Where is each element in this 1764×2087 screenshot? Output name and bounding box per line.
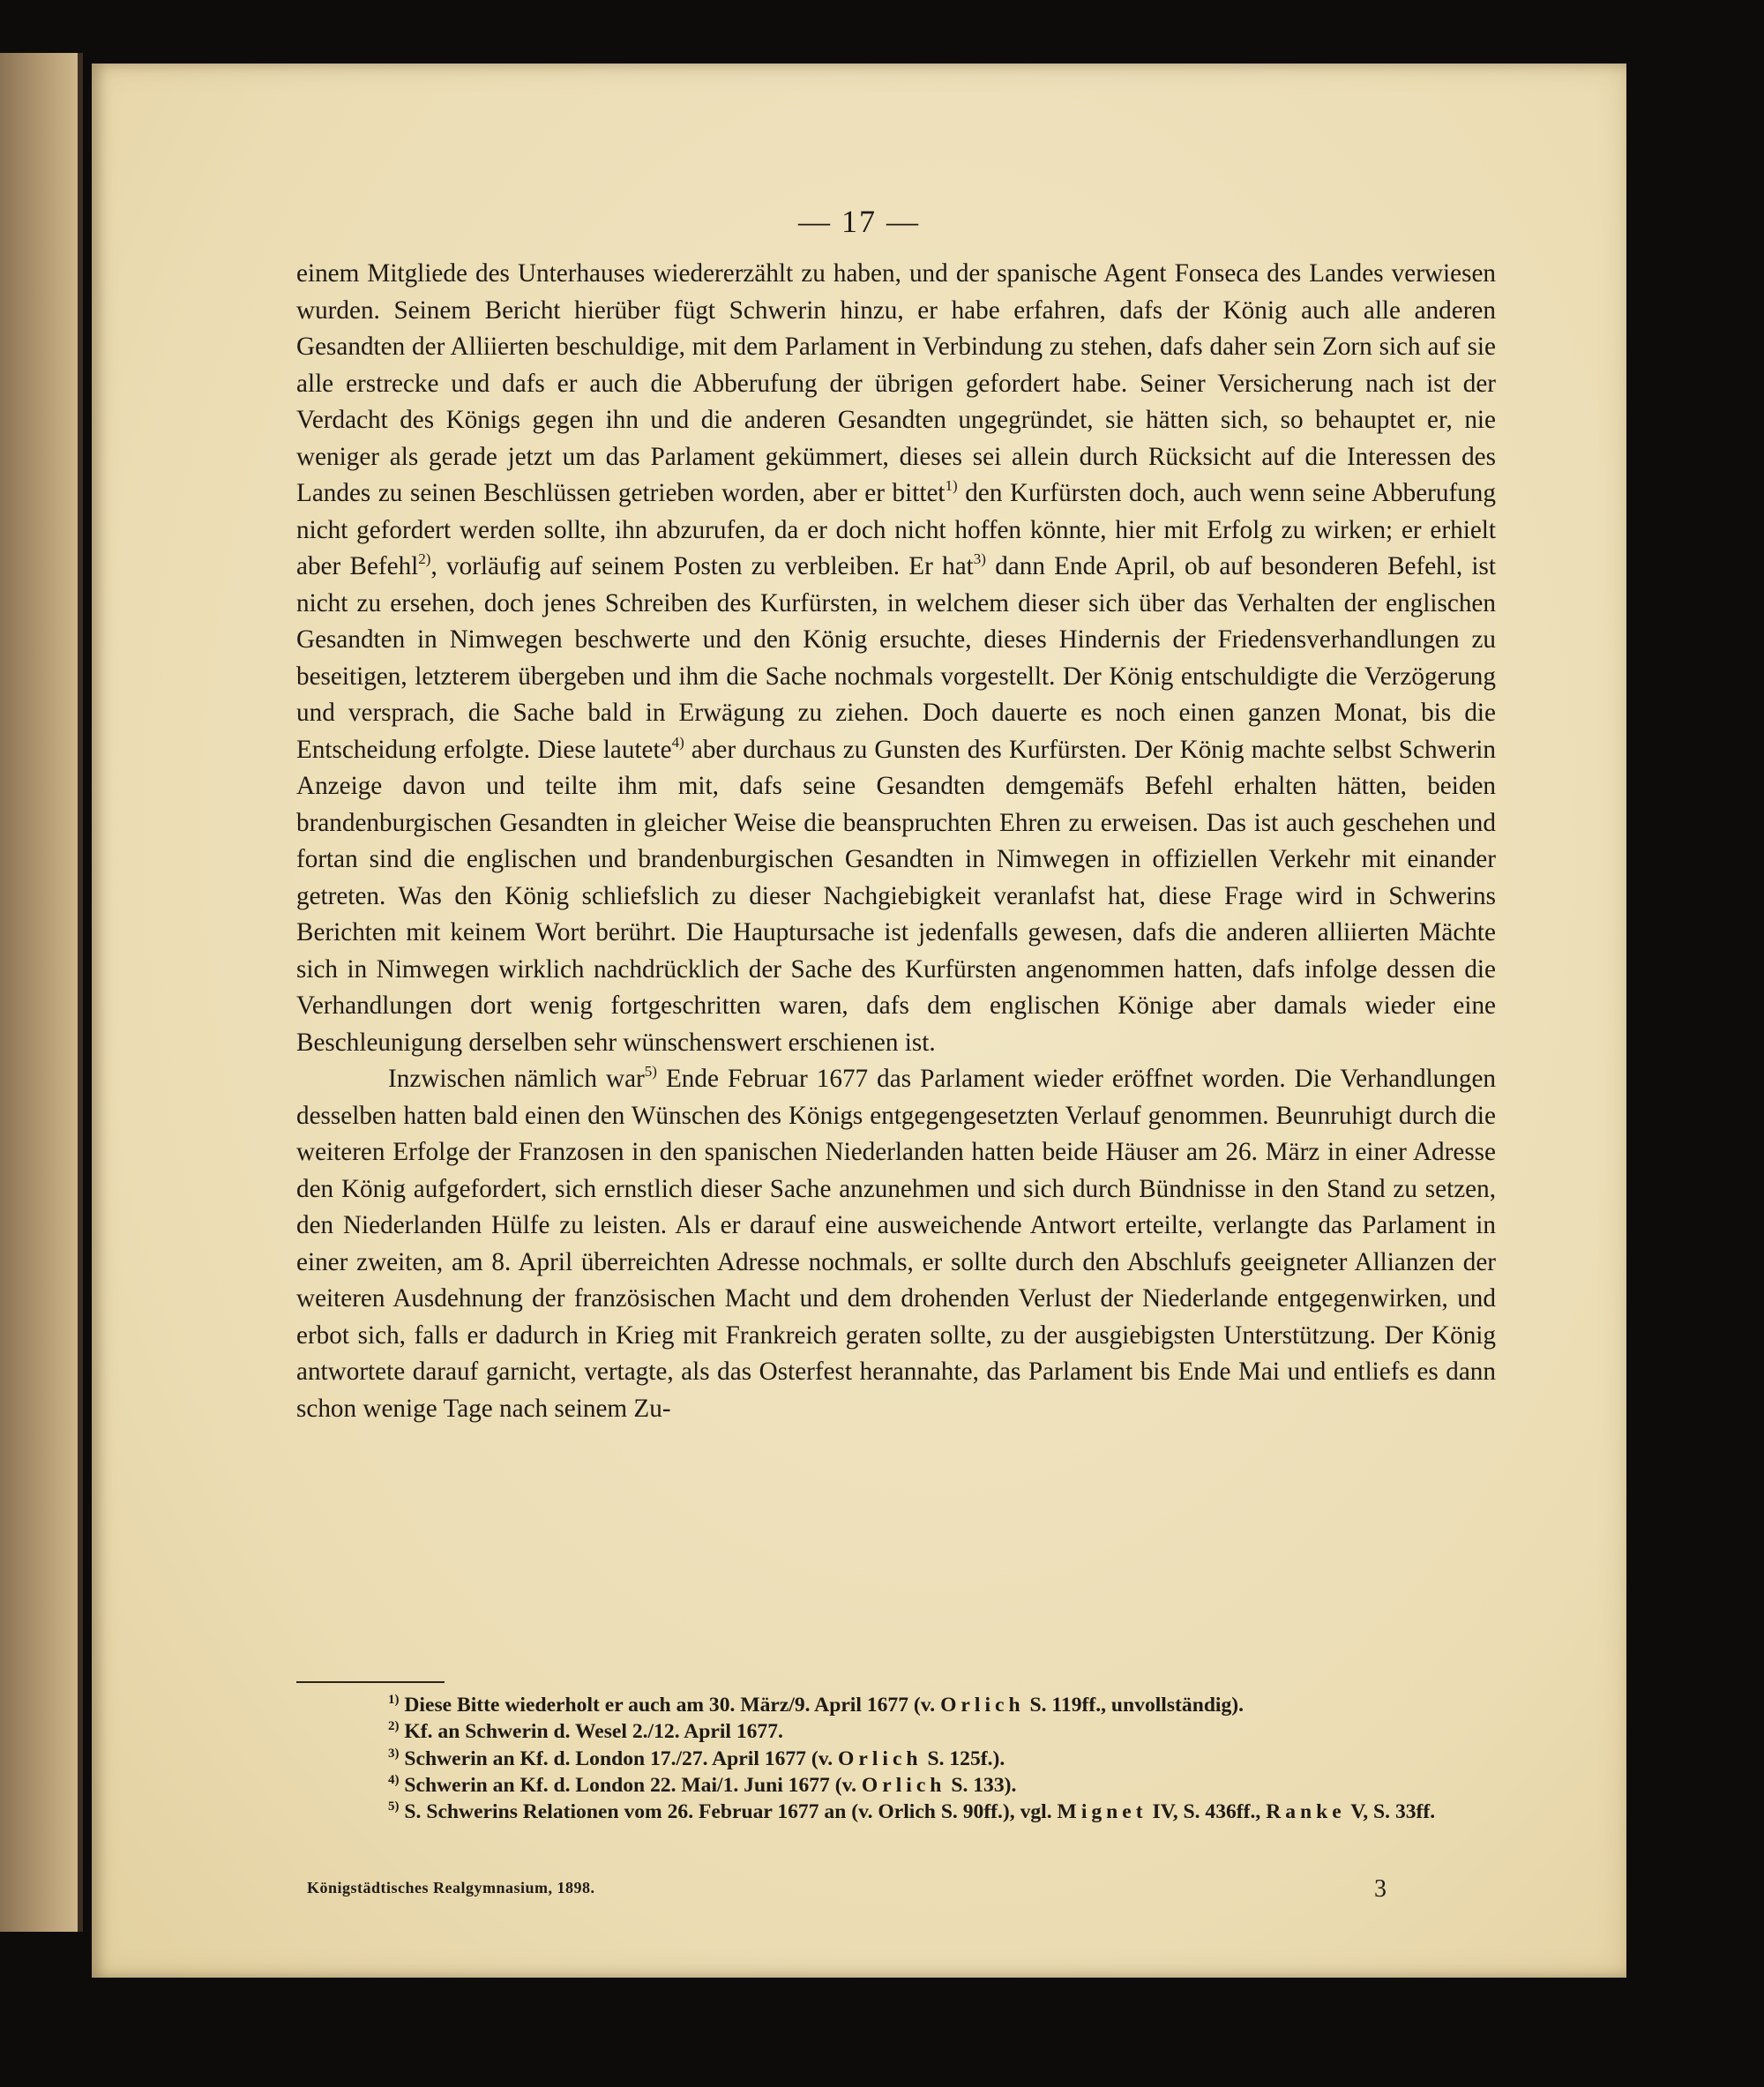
previous-page-edge: [0, 53, 83, 1932]
text-run: S. 133).: [946, 1773, 1017, 1797]
text-run: Schwerin an Kf. d. London 17./27. April 1677 (v.: [399, 1747, 839, 1770]
text-run: Schwerin an Kf. d. London 22. Mai/1. Juni 1677 (v.: [399, 1773, 862, 1797]
footnote-1: [296, 1692, 1496, 1718]
spaced-name: Orlich: [861, 1773, 946, 1797]
footnote-4: [296, 1772, 1496, 1799]
text-run: aber durchaus zu Gunsten des Kurfürsten. Der König machte selbst Schwerin Anzeige davon und teilte ihm mit, dafs seine Gesandten demgemäfs Befehl erhalten hätten, beiden brandenburgischen Gesandten in gleicher Weise die beanspruchten Ehren zu erweisen. Das ist auch geschehen und fortan sind die englischen und brandenburgischen Gesandten in Nimwegen in offiziellen Verkehr mit einander getreten. Was den König schliefslich zu dieser Nachgiebigkeit veranlafst hat, diese Frage wird in Schwerins Berichten mit keinem Wort berührt. Die Hauptursache ist jedenfalls gewesen, dafs die anderen alliierten Mächte sich in Nimwegen wirklich nachdrücklich der Sache des Kurfürsten angenommen hatten, dafs infolge dessen die Verhandlungen dort wenig fortgeschritten waren, dafs dem englischen Könige aber damals wieder eine Beschleunigung derselben sehr wünschenswert erschienen ist.: [296, 735, 1496, 1057]
spaced-name: Ranke: [1266, 1800, 1346, 1824]
text-run: Kf. an Schwerin d. Wesel 2./12. April 1677.: [399, 1720, 783, 1744]
footnote-5: [296, 1799, 1496, 1825]
footnote-marker: 2): [388, 1719, 400, 1734]
footnote-2: [296, 1718, 1496, 1745]
footnote-3: [296, 1746, 1496, 1772]
text-run: Ende Februar 1677 das Parlament wieder eröffnet worden. Die Verhandlungen desselben hatten bald einen den Wünschen des Königs entgegengesetzten Verlauf genommen. Beunruhigt durch die weiteren Erfolge der Franzosen in den spanischen Niederlanden hatten beide Häuser am 26. März in einer Adresse den König aufgefordert, sich ernstlich dieser Sache anzunehmen und sich durch Bündnisse in den Stand zu setzen, den Niederlanden Hülfe zu leisten. Als er darauf eine ausweichende Antwort erteilte, verlangte das Parlament in einer zweiten, am 8. April überreichten Adresse nochmals, er sollte durch den Abschlufs geeigneter Allianzen der weiteren Ausdehnung der französischen Macht und dem drohenden Verlust der Niederlande entgegenwirken, und erbot sich, falls er dadurch in Krieg mit Frankreich geraten sollte, zu der ausgiebigsten Unterstützung. Der König antwortete darauf garnicht, vertagte, als das Osterfest herannahte, das Parlament bis Ende Mai und entliefs es dann schon wenige Tage nach seinem Zu-: [296, 1065, 1496, 1423]
signature-line: Königstädtisches Realgymnasium, 1898.: [307, 1879, 595, 1896]
footnote-marker: 5): [644, 1063, 657, 1080]
footnote-rule: [296, 1681, 445, 1683]
footnote-marker: 1): [945, 477, 958, 494]
document-page: [92, 64, 1626, 1978]
paragraph-2: [296, 1061, 1496, 1427]
footnote-marker: 3): [973, 550, 986, 567]
text-run: S. Schwerins Relationen vom 26. Februar 1677 an (v. Orlich S. 90ff.), vgl.: [399, 1800, 1058, 1824]
text-run: IV, S. 436ff.,: [1147, 1800, 1267, 1824]
footnote-marker: 1): [388, 1693, 400, 1707]
body-text: [296, 256, 1496, 1427]
text-run: den Kurfürsten doch, auch wenn seine Abberufung nicht gefordert werden sollte, ihn abzurufen, da er doch nicht hoffen könnte, hier mit Erfolg zu wirken; er erhielt aber Befehl: [296, 479, 1496, 580]
footnotes: [296, 1692, 1496, 1825]
text-run: einem Mitgliede des Unterhauses wiedererzählt zu haben, und der spanische Agent Fonseca des Landes verwiesen wurden. Seinem Bericht hierüber fügt Schwerin hinzu, er habe erfahren, dafs der König auch alle anderen Gesandten der Alliierten beschuldige, mit dem Parlament in Verbindung zu stehen, dafs daher sein Zorn sich auf sie alle erstrecke und dafs er auch die Abberufung der übrigen gefordert habe. Seiner Versicherung nach ist der Verdacht des Königs gegen ihn und die anderen Gesandten ungegründet, sie hätten sich, so behauptet er, nie weniger als gerade jetzt um das Parlament gekümmert, dieses sei allein durch Rücksicht auf die Interessen des Landes zu seinen Beschlüssen getrieben worden, aber er bittet: [296, 259, 1496, 507]
text-run: S. 119ff., unvollständig).: [1024, 1694, 1245, 1717]
footnote-marker: 4): [671, 733, 684, 751]
footnote-marker: 4): [388, 1772, 400, 1787]
sheet-number: 3: [1374, 1875, 1387, 1903]
text-run: Inzwischen nämlich war: [388, 1065, 645, 1093]
footnote-marker: 2): [418, 550, 431, 567]
text-run: , vorläufig auf seinem Posten zu verbleiben. Er hat: [430, 552, 974, 580]
text-run: dann Ende April, ob auf besonderen Befehl, ist nicht zu ersehen, doch jenes Schreiben des Kurfürsten, in welchem dieser sich über das Verhalten der englischen Gesandten in Nimwegen beschwerte und den König ersuchte, dieses Hindernis der Friedensverhandlungen zu beseitigen, letzterem übergeben und ihm die Sache nochmals vorgestellt. Der König entschuldigte die Verzögerung und versprach, die Sache bald in Erwägung zu ziehen. Doch dauerte es noch einen ganzen Monat, bis die Entscheidung erfolgte. Diese lautete: [296, 552, 1496, 764]
page-number: — 17 —: [798, 204, 920, 239]
text-run: S. 125f.).: [922, 1747, 1005, 1770]
spaced-name: Orlich: [940, 1694, 1025, 1717]
spaced-name: Orlich: [838, 1747, 923, 1770]
paragraph-1: [296, 256, 1496, 1061]
spaced-name: Mignet: [1057, 1800, 1147, 1824]
text-run: Diese Bitte wiederholt er auch am 30. März/9. April 1677 (v.: [399, 1694, 941, 1717]
footnote-marker: 3): [388, 1746, 400, 1761]
footnote-marker: 5): [388, 1799, 400, 1814]
text-run: V, S. 33ff.: [1345, 1800, 1436, 1824]
